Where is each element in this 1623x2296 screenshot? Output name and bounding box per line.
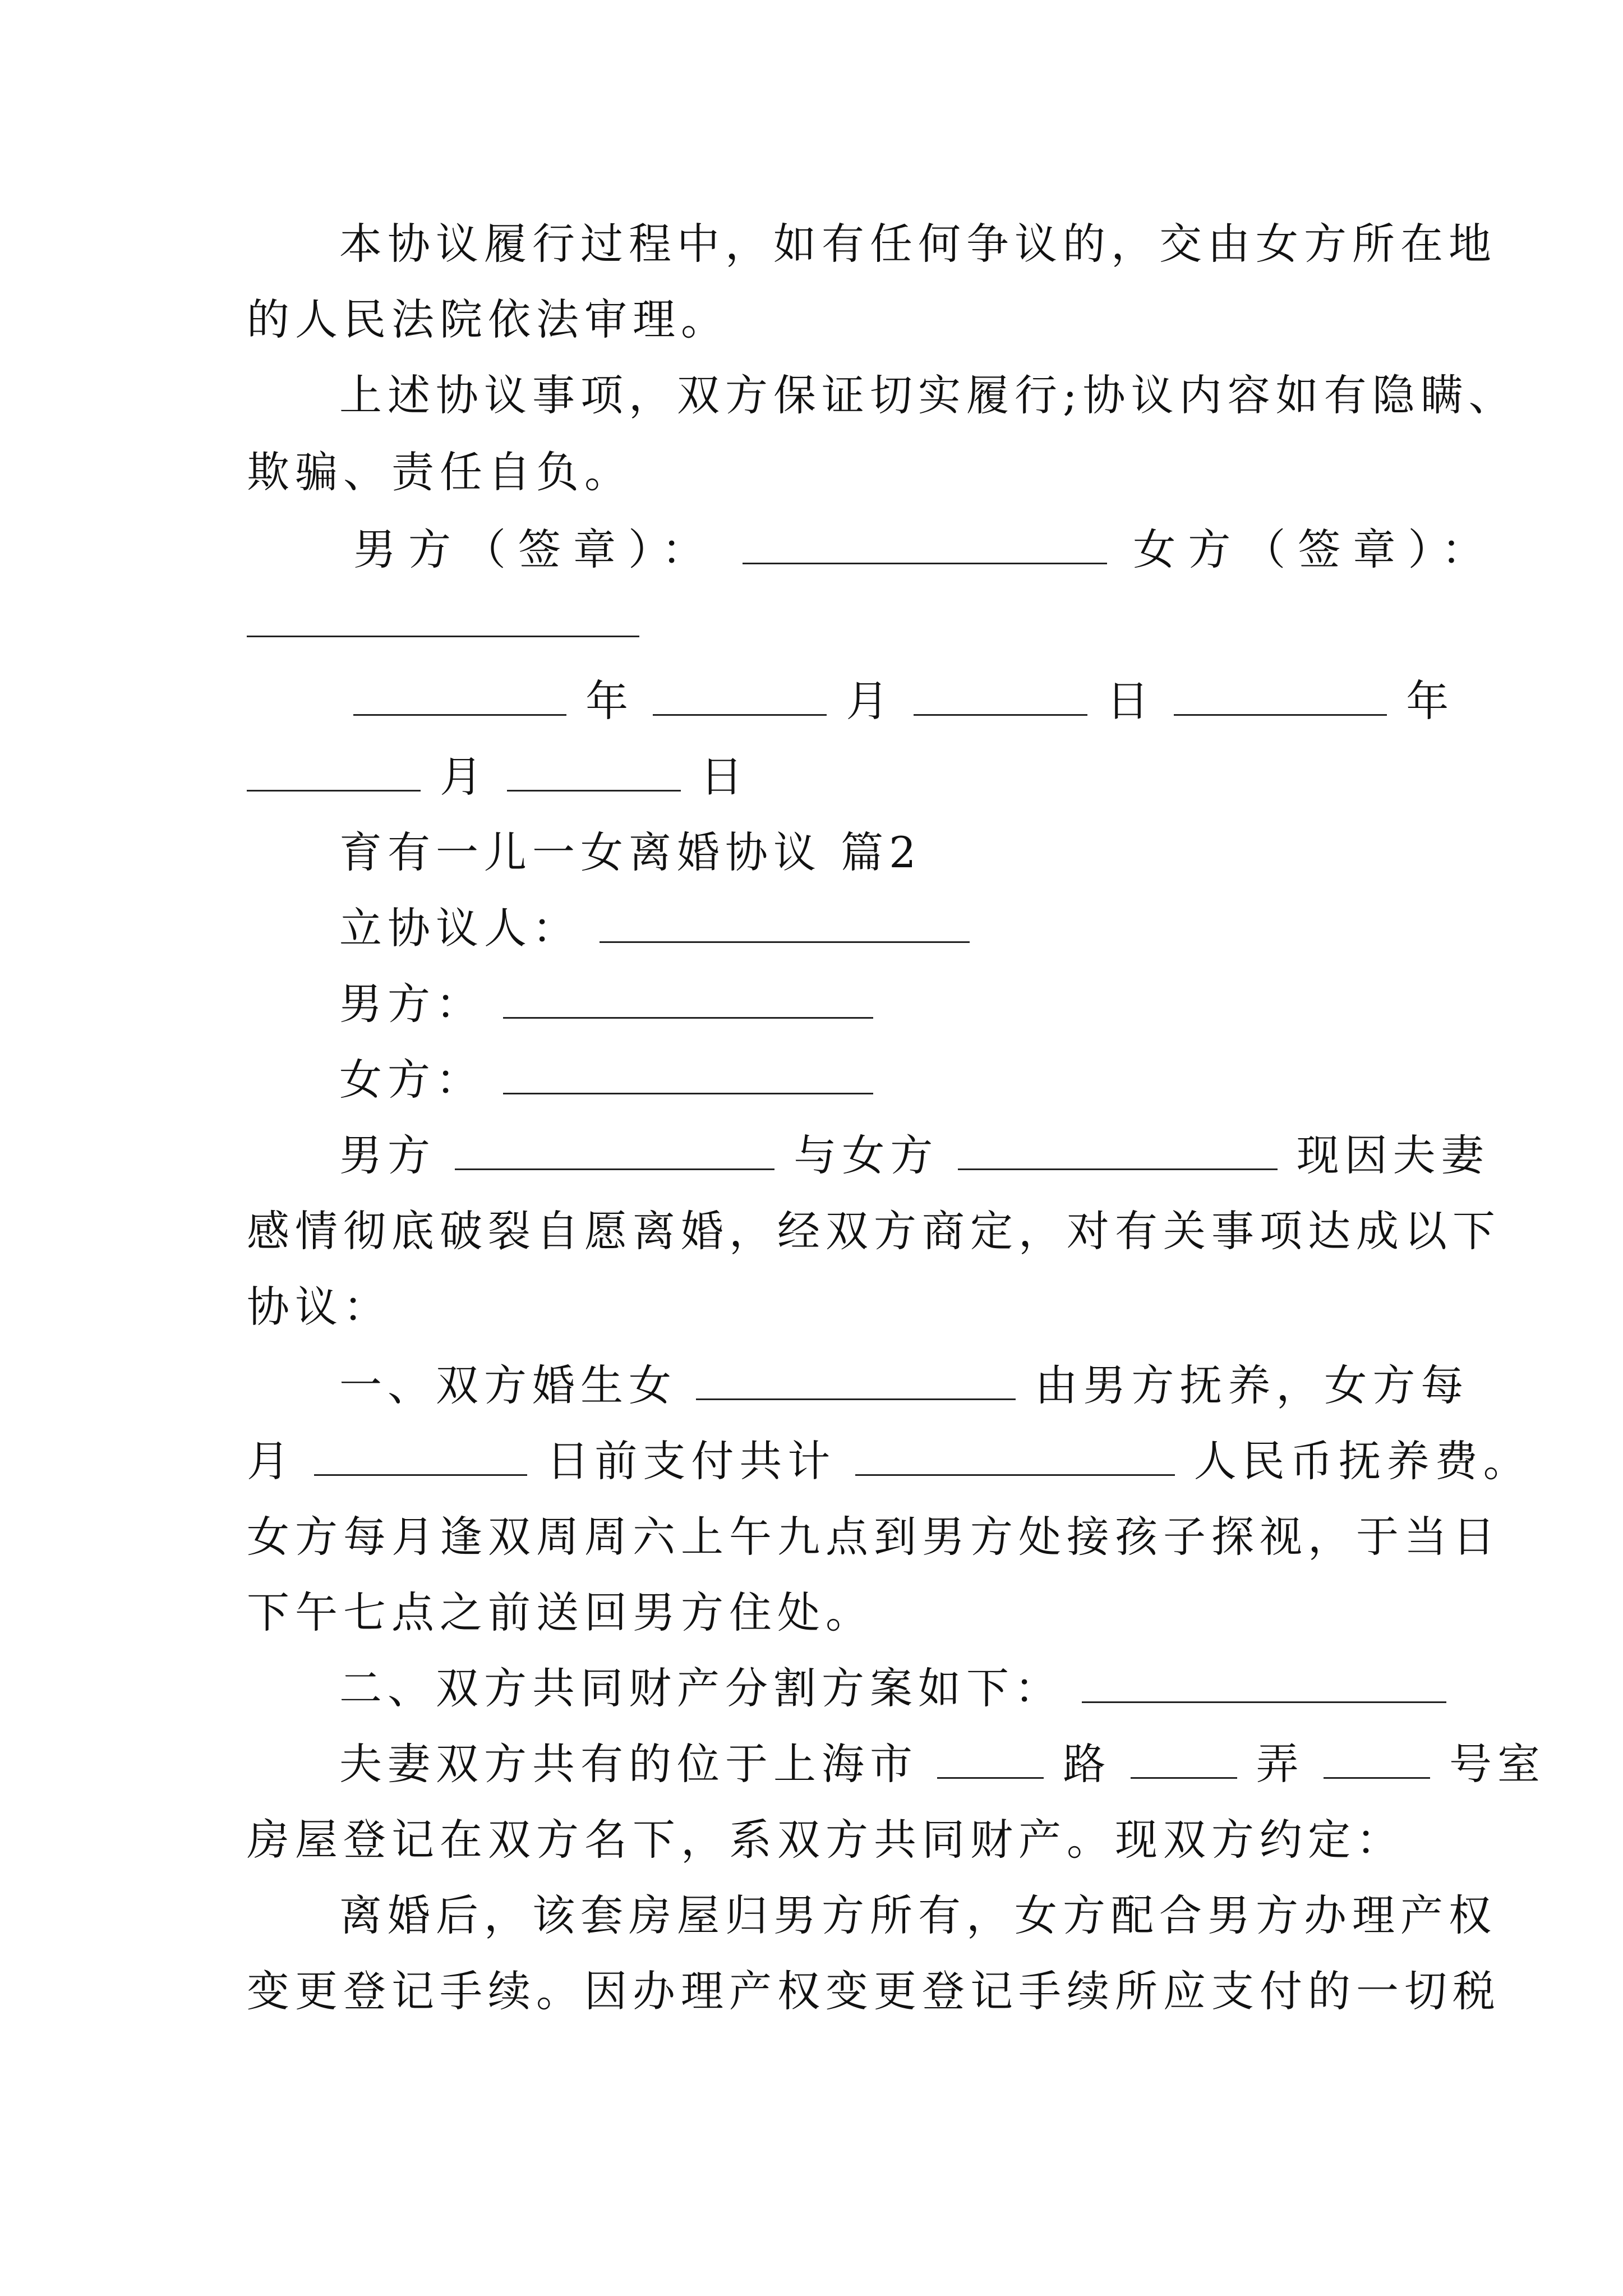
- intro-line3: 协议：: [247, 1282, 391, 1332]
- section-title: 育有一儿一女离婚协议 篇2: [339, 827, 922, 877]
- clause1-line4: 下午七点之前送回男方住处。: [247, 1588, 874, 1637]
- daughter-name-blank: [696, 1359, 1016, 1400]
- female-signature-row: [247, 595, 1396, 651]
- property-lane: 弄: [1256, 1739, 1304, 1789]
- pay-day-blank: [314, 1435, 527, 1476]
- intro-reason: 现因夫妻: [1296, 1130, 1490, 1180]
- pay-amount-blank: [855, 1435, 1175, 1476]
- female-name-blank: [958, 1129, 1278, 1170]
- party-blank: [600, 902, 970, 943]
- intro-line2: 感情彻底破裂自愿离婚，经双方商定，对有关事项达成以下: [247, 1206, 1501, 1256]
- male-name-blank: [455, 1129, 774, 1170]
- female-blank: [503, 1053, 873, 1094]
- day-blank-1: [914, 675, 1087, 716]
- male-label: 男方：: [339, 979, 484, 1029]
- intro-line1: [247, 1128, 1489, 1184]
- clause1-a: 一、双方婚生女: [339, 1360, 677, 1410]
- clause2-blank: [1082, 1662, 1446, 1703]
- male-signature-blank: [743, 523, 1107, 564]
- paragraph-dispute-line2: 的人民法院依法审理。: [247, 295, 729, 344]
- date-row-2: [247, 749, 1396, 805]
- after-divorce-line2: 变更登记手续。因办理产权变更登记手续所应支付的一切税: [247, 1966, 1501, 2016]
- paragraph-guarantee-line1: 上述协议事项，双方保证切实履行;协议内容如有隐瞒、: [339, 370, 1517, 420]
- day-blank-2: [507, 751, 681, 792]
- clause1-d: 日前支付共计: [546, 1436, 836, 1486]
- month-label-2: 月: [440, 752, 488, 802]
- female-signature-blank: [247, 596, 639, 637]
- male-signature-label: 男方（签章）：: [353, 524, 717, 574]
- clause1-b: 由男方抚养，女方每: [1035, 1360, 1469, 1410]
- paragraph-dispute-line1: 本协议履行过程中，如有任何争议的，交由女方所在地: [339, 219, 1497, 269]
- property-a: 夫妻双方共有的位于上海市: [339, 1739, 918, 1789]
- clause1-line3: 女方每月逢双周周六上午九点到男方处接孩子探视，于当日: [247, 1512, 1501, 1562]
- date-row-1: [353, 673, 1503, 729]
- lane-blank: [1131, 1738, 1237, 1779]
- day-label-2: 日: [700, 752, 749, 802]
- property-line2: 房屋登记在双方名下，系双方共同财产。现双方约定：: [247, 1815, 1404, 1865]
- property-room: 号室: [1449, 1739, 1546, 1789]
- clause1-c: 月: [247, 1436, 295, 1486]
- number-blank: [1324, 1738, 1430, 1779]
- intro-male: 男方: [339, 1130, 436, 1180]
- intro-with-female: 与女方: [794, 1130, 939, 1180]
- month-label-1: 月: [846, 676, 895, 726]
- property-road: 路: [1063, 1739, 1112, 1789]
- clause1-line1: [247, 1358, 1489, 1414]
- paragraph-guarantee-line2: 欺骗、责任自负。: [247, 447, 633, 497]
- year-blank-2: [1174, 675, 1387, 716]
- road-blank: [937, 1738, 1044, 1779]
- clause2-title: 二、双方共同财产分割方案如下：: [339, 1663, 1063, 1713]
- female-label: 女方：: [339, 1055, 484, 1105]
- party-row: [247, 900, 1489, 956]
- clause2-title-row: [247, 1660, 1489, 1717]
- after-divorce-line1: 离婚后，该套房屋归男方所有，女方配合男方办理产权: [339, 1890, 1497, 1940]
- party-label: 立协议人：: [339, 903, 580, 953]
- day-label-1: 日: [1106, 676, 1155, 726]
- month-blank-2: [247, 751, 421, 792]
- clause1-line2: [247, 1433, 1532, 1489]
- year-label-2: 年: [1406, 676, 1455, 726]
- month-blank-1: [653, 675, 827, 716]
- property-line1: [247, 1736, 1546, 1792]
- male-blank: [503, 978, 873, 1019]
- male-row: [247, 976, 1489, 1032]
- female-row: [247, 1052, 1489, 1108]
- year-label-1: 年: [585, 676, 634, 726]
- signature-row: [353, 522, 1503, 578]
- year-blank-1: [353, 675, 566, 716]
- female-signature-label: 女方（签章）：: [1133, 524, 1497, 574]
- clause1-e: 人民币抚养费。: [1193, 1436, 1532, 1486]
